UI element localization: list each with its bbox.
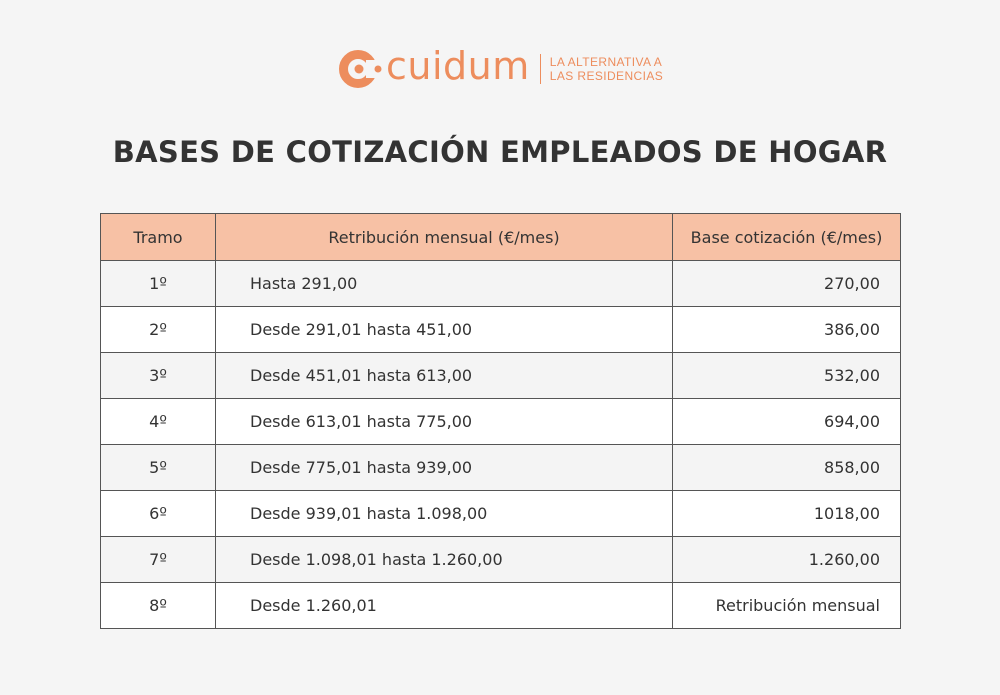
brand-logo [336, 46, 663, 92]
cell-tramo: 2º [101, 307, 216, 353]
cell-retribucion: Desde 1.098,01 hasta 1.260,00 [216, 537, 673, 583]
cell-base: Retribución mensual [673, 583, 901, 629]
table-row [101, 261, 901, 307]
cell-tramo: 4º [101, 399, 216, 445]
cell-tramo: 3º [101, 353, 216, 399]
cell-tramo: 5º [101, 445, 216, 491]
table-row [101, 399, 901, 445]
cell-retribucion: Desde 775,01 hasta 939,00 [216, 445, 673, 491]
header-base-cotizacion: Base cotización (€/mes) [673, 214, 901, 261]
table-row [101, 307, 901, 353]
contribution-table [100, 213, 901, 629]
cell-base: 858,00 [673, 445, 901, 491]
cell-base: 1.260,00 [673, 537, 901, 583]
brand-tagline-line1: LA ALTERNATIVA A [549, 55, 663, 69]
table-row [101, 583, 901, 629]
table-header-row [101, 214, 901, 261]
cell-retribucion: Desde 291,01 hasta 451,00 [216, 307, 673, 353]
brand-tagline-line2: LAS RESIDENCIAS [549, 69, 664, 83]
cell-retribucion: Desde 939,01 hasta 1.098,00 [216, 491, 673, 537]
cell-retribucion: Hasta 291,00 [216, 261, 673, 307]
cell-base: 386,00 [673, 307, 901, 353]
cell-base: 532,00 [673, 353, 901, 399]
cell-tramo: 8º [101, 583, 216, 629]
table-row [101, 491, 901, 537]
cell-base: 694,00 [673, 399, 901, 445]
cell-tramo: 6º [101, 491, 216, 537]
cell-retribucion: Desde 613,01 hasta 775,00 [216, 399, 673, 445]
cell-base: 270,00 [673, 261, 901, 307]
cell-tramo: 1º [101, 261, 216, 307]
brand-name: cuidum [386, 44, 530, 88]
cell-base: 1018,00 [673, 491, 901, 537]
page-title: BASES DE COTIZACIÓN EMPLEADOS DE HOGAR [112, 135, 888, 169]
table-row [101, 445, 901, 491]
table-row [101, 537, 901, 583]
cell-tramo: 7º [101, 537, 216, 583]
brand-divider [540, 54, 541, 84]
header-tramo: Tramo [101, 214, 216, 261]
cell-retribucion: Desde 451,01 hasta 613,00 [216, 353, 673, 399]
header-retribucion: Retribución mensual (€/mes) [216, 214, 673, 261]
cell-retribucion: Desde 1.260,01 [216, 583, 673, 629]
brand-tagline [550, 55, 663, 83]
table-row [101, 353, 901, 399]
cuidum-logo-icon [336, 46, 384, 92]
